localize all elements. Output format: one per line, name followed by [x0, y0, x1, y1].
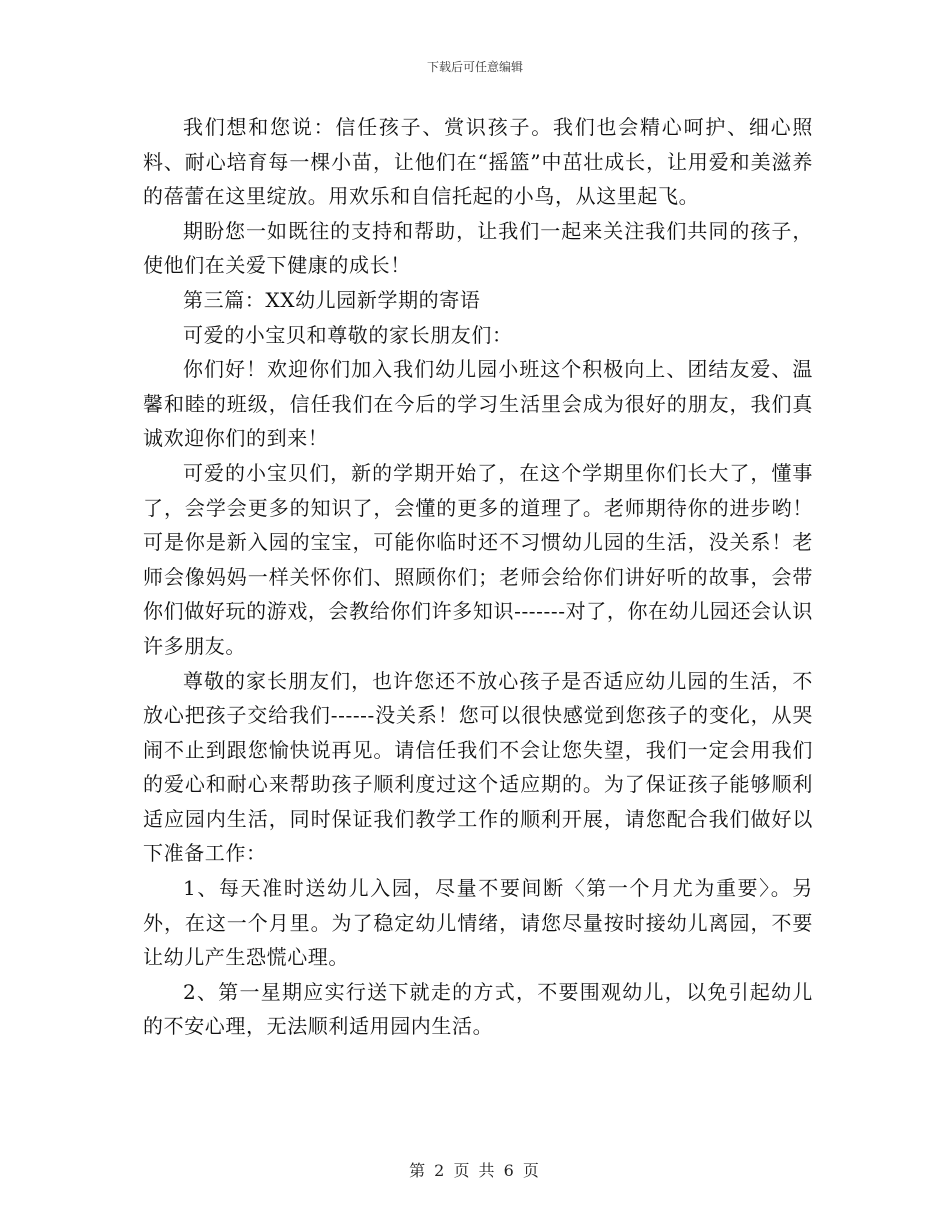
page-footer: 第 2 页 共 6 页: [409, 1161, 541, 1180]
paragraph-trust-children: 我们想和您说：信任孩子、赏识孩子。我们也会精心呵护、细心照料、耐心培育每一棵小苗，让他们在“摇篮”中茁壮成长，让用爱和美滋养的蓓蕾在这里绽放。用欢乐和自信托起的小鸟，从这里起飞。: [143, 115, 813, 209]
section-heading: 第三篇：XX幼儿园新学期的寄语: [183, 287, 481, 312]
list-item-1: 1、每天准时送幼儿入园，尽量不要间断〈第一个月尤为重要〉。另外，在这一个月里。为了稳定幼儿情绪，请您尽量按时接幼儿离园，不要让幼儿产生恐慌心理。: [143, 876, 813, 970]
salutation: 可爱的小宝贝和尊敬的家长朋友们：: [183, 322, 513, 347]
paragraph-to-children: 可爱的小宝贝们，新的学期开始了，在这个学期里你们长大了，懂事了，会学会更多的知识了，会懂的更多的道理了。老师期待你的进步哟！可是你是新入园的宝宝，可能你临时还不习惯幼儿园的生活，没关系！老师会像妈妈一样关怀你们、照顾你们；老师会给你们讲好听的故事，会带你们做好玩的游戏，会教给你们许多知识-------对了，你在幼儿园还会认识许多朋友。: [143, 460, 813, 658]
page-header: 下载后可任意编辑: [426, 60, 523, 74]
paragraph-support: 期盼您一如既往的支持和帮助，让我们一起来关注我们共同的孩子，使他们在关爱下健康的成长！: [143, 218, 813, 278]
paragraph-to-parents: 尊敬的家长朋友们，也许您还不放心孩子是否适应幼儿园的生活，不放心把孩子交给我们------没关系！您可以很快感觉到您孩子的变化，从哭闹不止到跟您愉快说再见。请信任我们不会让您失望，我们一定会用我们的爱心和耐心来帮助孩子顺利度过这个适应期的。为了保证孩子能够顺利适应园内生活，同时保证我们教学工作的顺利开展，请您配合我们做好以下准备工作：: [143, 668, 813, 866]
list-item-2: 2、第一星期应实行送下就走的方式，不要围观幼儿，以免引起幼儿的不安心理，无法顺利适用园内生活。: [143, 979, 813, 1039]
document-body: [143, 110, 813, 1044]
paragraph-welcome: 你们好！欢迎你们加入我们幼儿园小班这个积极向上、团结友爱、温馨和睦的班级，信任我们在今后的学习生活里会成为很好的朋友，我们真诚欢迎你们的到来！: [143, 357, 813, 451]
